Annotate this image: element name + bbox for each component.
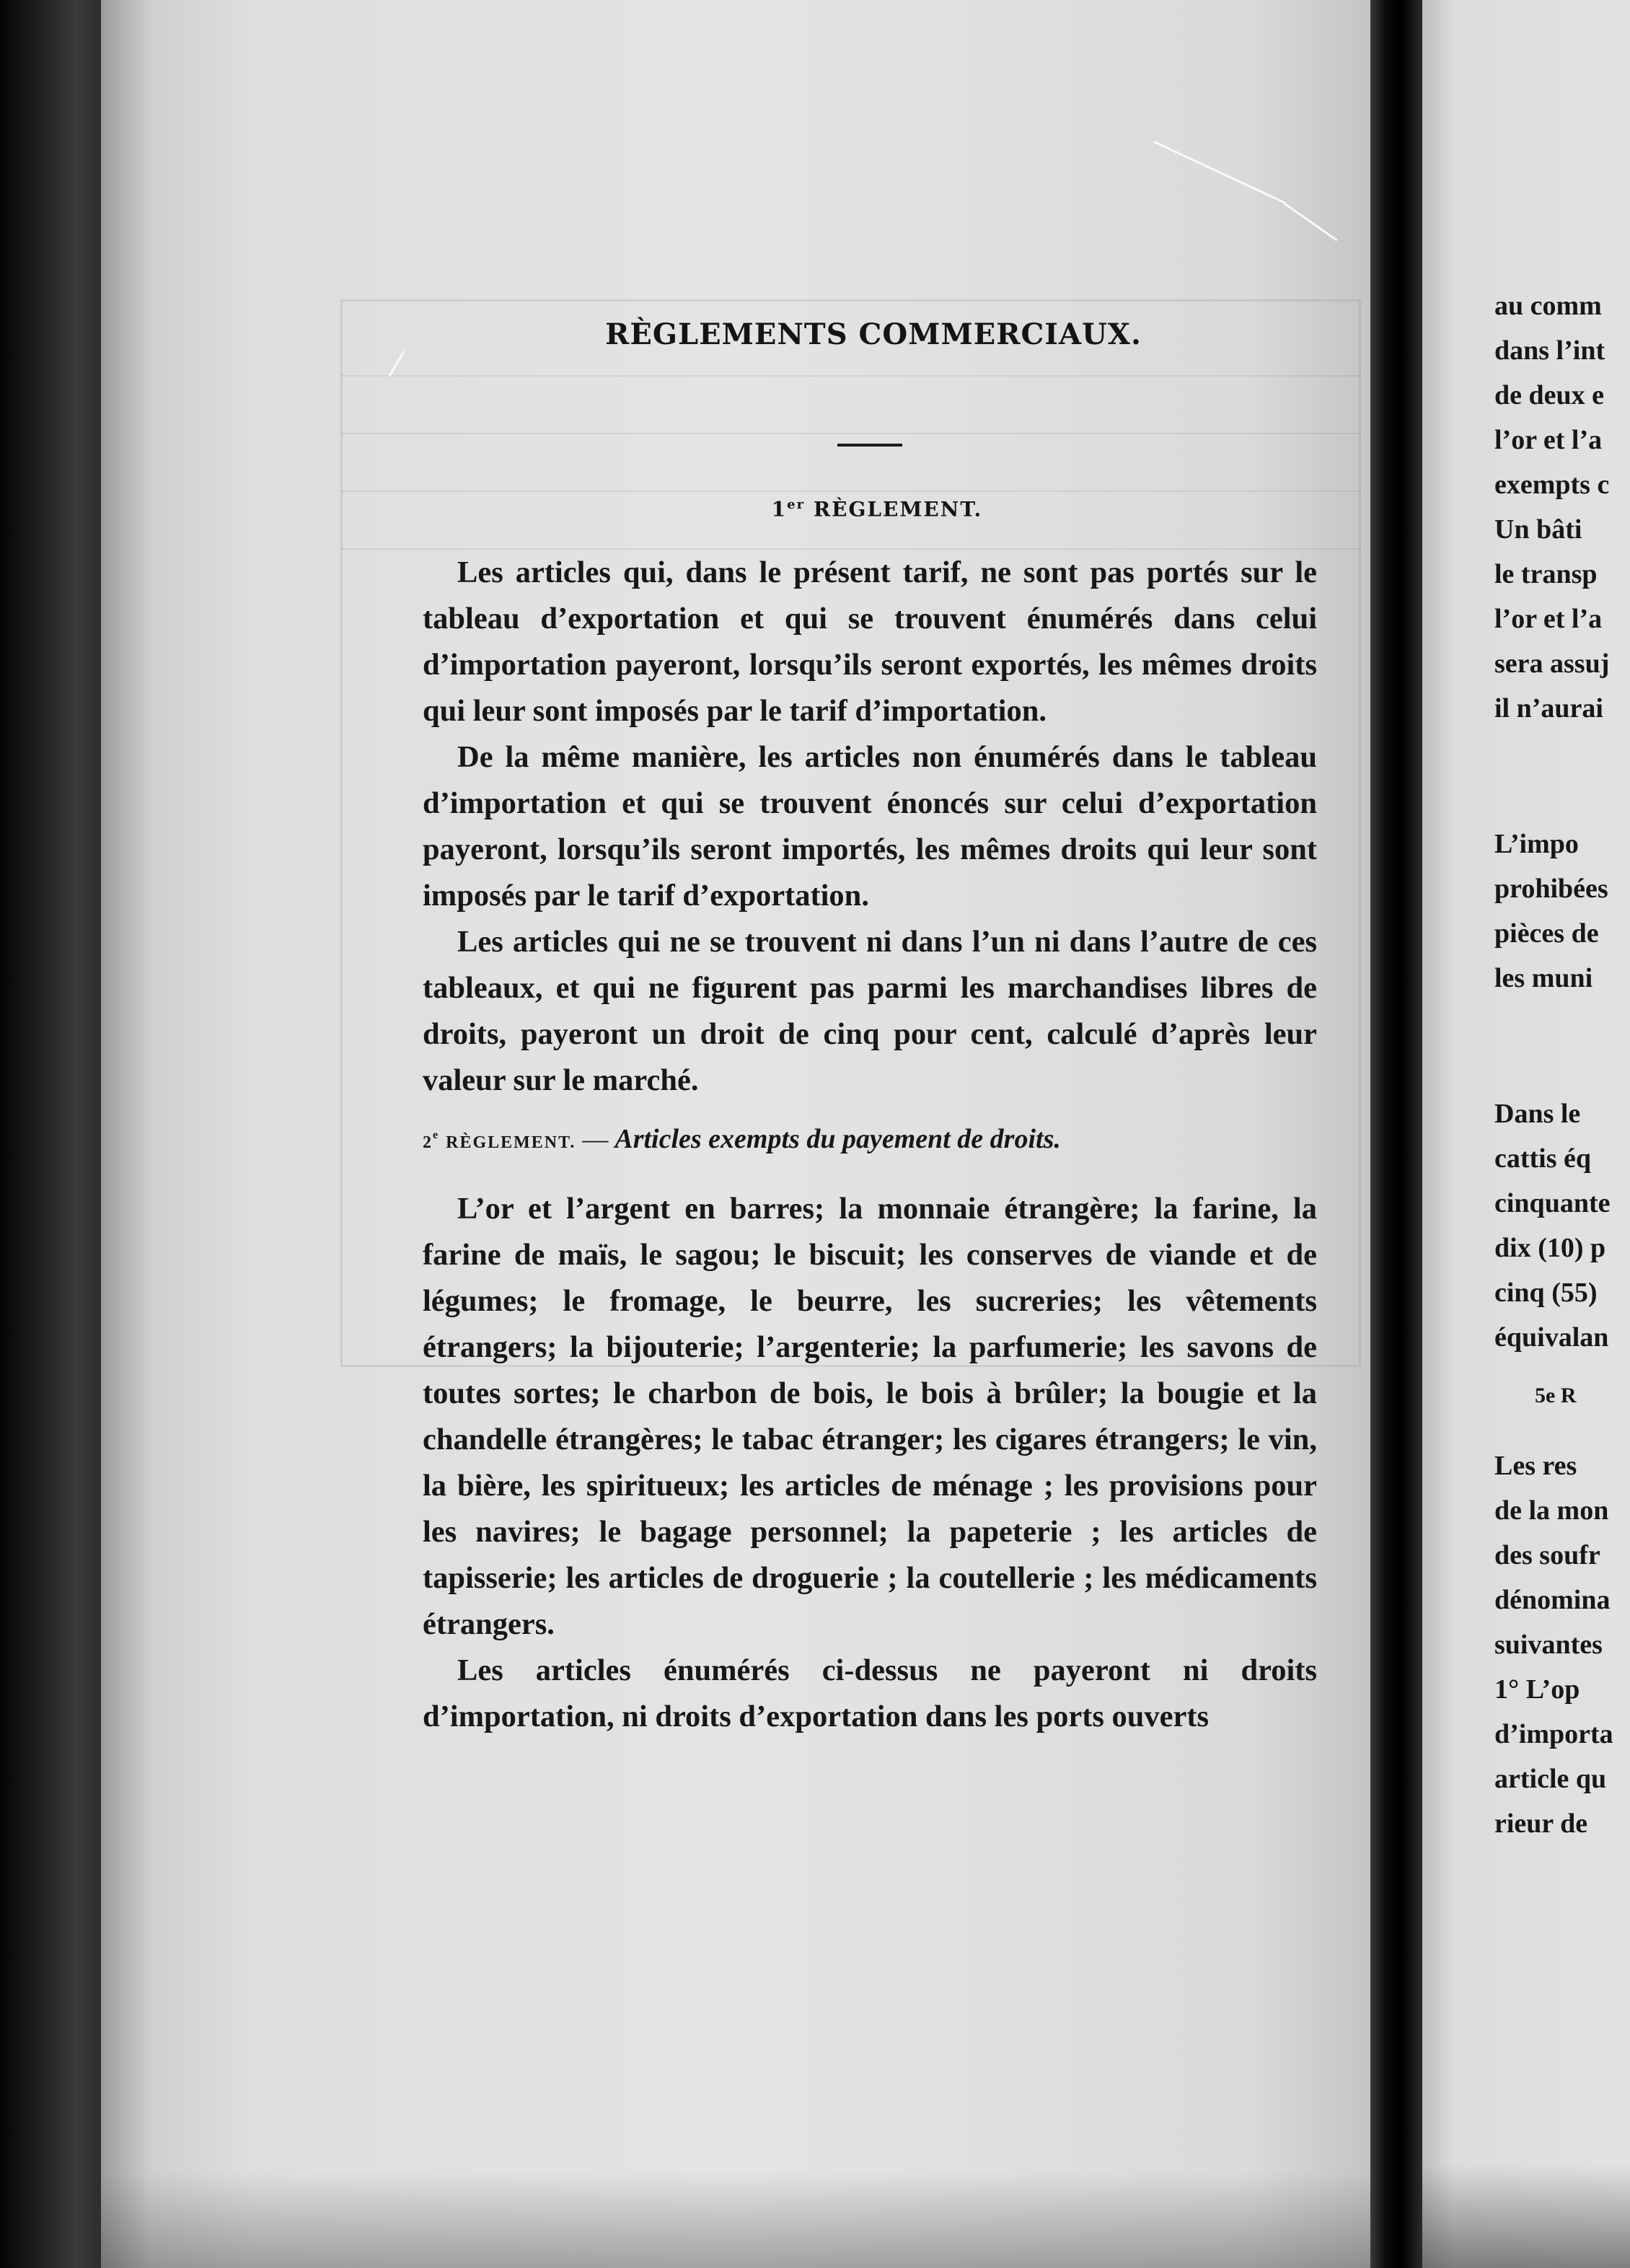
right-page-line: dénomina bbox=[1494, 1585, 1611, 1615]
right-page-line: le transp bbox=[1494, 559, 1598, 589]
right-page-line: cinquante bbox=[1494, 1188, 1611, 1218]
reglement-2-label: RÈGLEMENT. bbox=[446, 1133, 576, 1153]
right-page-line: d’importa bbox=[1494, 1719, 1613, 1749]
right-page-line: 1° L’op bbox=[1494, 1674, 1580, 1705]
right-page-line: les muni bbox=[1494, 963, 1593, 993]
right-page-line: Les res bbox=[1494, 1451, 1577, 1481]
right-page-line: prohibées bbox=[1494, 874, 1608, 904]
right-page-line: cattis éq bbox=[1494, 1143, 1592, 1174]
reglement-1-paragraph: Les articles qui ne se trouvent ni dans l’un ni dans l’autre de ces tableaux, et qui ne figurent pas parmi les marchandises libres de droits, payeront un droit de cinq pour cent, calculé d’après leur valeur sur le marché. bbox=[423, 925, 1317, 1098]
right-page-line: l’or et l’a bbox=[1494, 604, 1603, 634]
reglement-2-heading bbox=[423, 1114, 1317, 1164]
right-page-line: il n’aurai bbox=[1494, 693, 1603, 724]
right-page-line: cinq (55) bbox=[1494, 1278, 1598, 1308]
right-page-line: suivantes bbox=[1494, 1630, 1603, 1660]
reglement-2-superscript: e bbox=[433, 1129, 440, 1142]
right-page-line: article qu bbox=[1494, 1764, 1607, 1794]
reglement-2-dash: — bbox=[582, 1125, 609, 1154]
book-gutter bbox=[1370, 0, 1422, 2268]
reglement-2-paragraph: Les articles énumérés ci-dessus ne payeront ni droits d’importation, ni droits d’exportation dans les ports ouverts bbox=[423, 1653, 1317, 1734]
right-page-line: dans l’int bbox=[1494, 335, 1605, 366]
reglement-1-heading bbox=[423, 497, 1317, 521]
page-title: RÈGLEMENTS COMMERCIAUX. bbox=[605, 317, 1142, 351]
right-page-line: l’or et l’a bbox=[1494, 425, 1603, 455]
right-page-line: 5e R bbox=[1535, 1384, 1577, 1407]
reglement-1-paragraph: Les articles qui, dans le présent tarif, ne sont pas portés sur le tableau d’exportation et qui se trouvent énumérés dans celui d’importation payeront, lorsqu’ils seront exportés, les mêmes droits qui leur sont imposés par le tarif d’importation. bbox=[423, 555, 1317, 729]
right-page-line: Dans le bbox=[1494, 1099, 1581, 1129]
book-binding-edge bbox=[0, 0, 108, 2268]
reglement-1-number: 1 bbox=[771, 497, 788, 522]
right-page-line: pièces de bbox=[1494, 918, 1599, 949]
reglement-1-superscript: er bbox=[787, 497, 806, 512]
reglement-1-label: RÈGLEMENT. bbox=[813, 497, 983, 522]
right-page-shadow bbox=[1422, 2164, 1630, 2268]
right-page-line: équivalan bbox=[1494, 1322, 1609, 1353]
right-page-line: sera assuj bbox=[1494, 649, 1610, 679]
right-page-line: rieur de bbox=[1494, 1808, 1588, 1839]
right-page-line: des soufr bbox=[1494, 1540, 1600, 1570]
reglement-2-number: 2 bbox=[423, 1133, 433, 1153]
title-rule bbox=[837, 444, 902, 447]
left-page-shadow bbox=[101, 2171, 1374, 2268]
right-page-line: au comm bbox=[1494, 291, 1602, 321]
right-page-line: Un bâti bbox=[1494, 514, 1582, 545]
right-page-line: exempts c bbox=[1494, 470, 1610, 500]
reglement-2-subtitle: Articles exempts du payement de droits. bbox=[614, 1124, 1061, 1155]
left-page-text bbox=[423, 317, 1317, 1740]
right-page-line: de la mon bbox=[1494, 1495, 1609, 1526]
right-page-line: dix (10) p bbox=[1494, 1233, 1606, 1263]
right-page-line: L’impo bbox=[1494, 829, 1579, 859]
reglement-2-paragraph: L’or et l’argent en barres; la monnaie étrangère; la farine, la farine de maïs, le sagou; le biscuit; les conserves de viande et de légumes; le fromage, le beurre, les sucreries; les vêtements étrangers; la bijouterie; l’argenterie; la parfumerie; les savons de toutes sortes; le charbon de bois, le bois à brûler; la bougie et la chandelle étrangères; le tabac étranger; les cigares étrangers; le vin, la bière, les spiritueux; les articles de ménage ; les provisions pour les navires; le bagage personnel; la papeterie ; les articles de tapisserie; les articles de droguerie ; la coutellerie ; les médicaments étrangers. bbox=[423, 1192, 1317, 1642]
right-page-line: de deux e bbox=[1494, 380, 1604, 410]
reglement-1-paragraph: De la même manière, les articles non énumérés dans le tableau d’importation et qui se trouvent énoncés sur celui d’exportation payeront, lorsqu’ils seront importés, les mêmes droits qui leur sont imposés par le tarif d’exportation. bbox=[423, 740, 1317, 913]
